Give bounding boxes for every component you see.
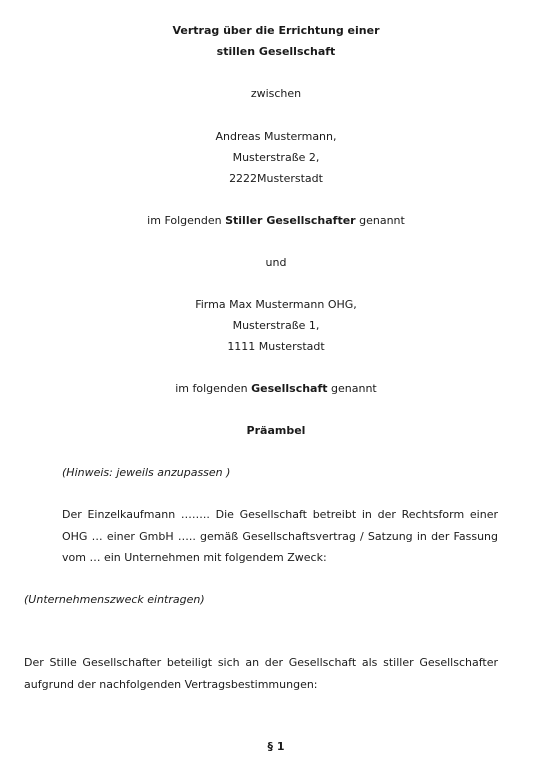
party1-name: Andreas Mustermann, <box>215 130 337 143</box>
preamble-line-3: vom … ein Unternehmen mit folgendem Zweck: <box>62 551 327 564</box>
purpose-placeholder: (Unternehmenszweck eintragen) <box>24 593 205 606</box>
and-text: und <box>265 256 287 269</box>
party2-street: Musterstraße 1, <box>232 319 320 332</box>
participation-line-1: Der Stille Gesellschafter beteiligt sich an der Gesellschaft als stiller Gesellschafter <box>24 656 498 669</box>
party1-city: 2222Musterstadt <box>229 172 323 185</box>
party2-city: 1111 Musterstadt <box>227 340 325 353</box>
party2-role-prefix: im folgenden <box>175 382 252 395</box>
title-line-2: stillen Gesellschaft <box>216 45 336 58</box>
preamble-heading: Präambel <box>246 424 306 437</box>
party2-role-name: Gesellschaft <box>251 382 328 395</box>
hint-text: (Hinweis: jeweils anzupassen ) <box>62 466 231 479</box>
party1-street: Musterstraße 2, <box>232 151 320 164</box>
party1-role-suffix: genannt <box>355 214 405 227</box>
title-line-1: Vertrag über die Errichtung einer <box>172 24 380 37</box>
section-1-heading: § 1 <box>267 740 285 753</box>
preamble-line-2: OHG … einer GmbH ….. gemäß Gesellschaftsvertrag / Satzung in der Fassung <box>62 530 498 543</box>
participation-line-2: aufgrund der nachfolgenden Vertragsbestimmungen: <box>24 678 318 691</box>
preamble-line-1: Der Einzelkaufmann …….. Die Gesellschaft betreibt in der Rechtsform einer <box>62 508 498 521</box>
party1-role-line <box>0 214 552 227</box>
between-text: zwischen <box>250 87 302 100</box>
party2-name: Firma Max Mustermann OHG, <box>195 298 357 311</box>
party2-role-suffix: genannt <box>327 382 377 395</box>
party2-role-line <box>0 382 552 395</box>
party1-role-name: Stiller Gesellschafter <box>225 214 356 227</box>
party1-role-prefix: im Folgenden <box>147 214 226 227</box>
